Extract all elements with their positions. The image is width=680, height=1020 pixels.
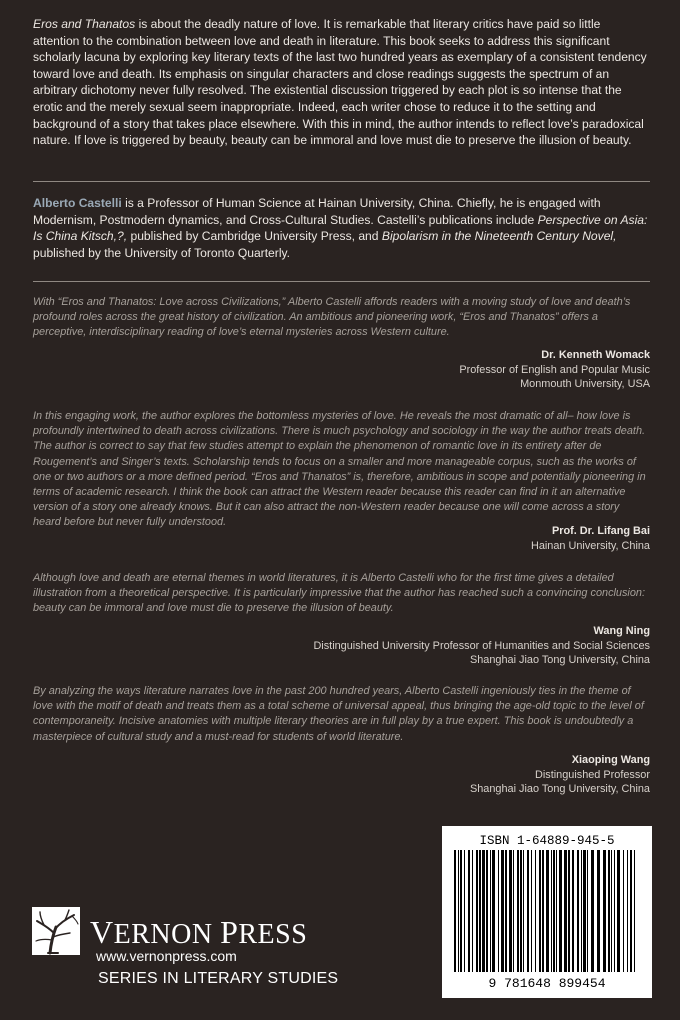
series-title: SERIES IN LITERARY STUDIES	[98, 970, 339, 987]
reviewer-affiliation: Hainan University, China	[530, 539, 650, 552]
review-quote: With “Eros and Thanatos: Love across Civilizations,” Alberto Castelli affords readers with a moving study of love and death’s profound roles across the great history of civilization. An ambitious and pioneering work, “Eros and Thanatos” offers a perceptive, interdisciplinary reading of love’s eternal mysteries across Western culture.	[33, 296, 631, 339]
isbn-barcode	[442, 826, 652, 998]
author-name: Alberto Castelli	[33, 196, 122, 210]
reviewer-name: Dr. Kenneth Womack	[541, 349, 650, 361]
reviewer-title: Professor of English and Popular Music	[459, 363, 650, 376]
reviewer-affiliation: Monmouth University, USA	[520, 378, 650, 391]
author-book-title: Bipolarism in the Nineteenth Century Novel,	[381, 229, 617, 244]
publisher-name	[90, 914, 307, 951]
publisher-name-part: P	[220, 914, 239, 950]
author-bio	[33, 195, 650, 261]
synopsis	[33, 16, 650, 149]
author-bio-text: is a Professor of Human Science at Hainan University, China. Chiefly, he is engaged with Modernism, Postmodern dynamics, and Cross-Cultural Studies. Castelli’s publications include	[33, 196, 601, 227]
reviewer-affiliation: Shanghai Jiao Tong University, China	[469, 783, 650, 796]
review-quote: In this engaging work, the author explores the bottomless mysteries of love. He reveals the most dramatic of all– how love is profoundly intertwined to death across civilizations. There is much psychology and sociology in the way the author treats death. The author is correct to say that few studies attempt to explain the phenomenon of romantic love in its entirety after de Rougement’s and Singer’s texts. Scholarship tends to focus on a smaller and more manageable corpus, such as the works of one or two authors or a more defined period. “Eros and Thanatos” is, therefore, ambitious in scope and potentially pioneering in terms of academic research. I think the book can attract the Western reader because this reader can find in it an alternative version of a story one already knows. But it can also attract the non-Western reader because one will come across a story heard before but never fully understood.	[33, 410, 646, 529]
reviewer-name: Xiaoping Wang	[571, 754, 650, 766]
reviewer	[313, 624, 650, 668]
publisher-name-part: ERNON	[113, 919, 221, 950]
reviewer-name: Wang Ning	[593, 625, 650, 637]
synopsis-title: Eros and Thanatos	[33, 17, 136, 31]
reviewer-title: Distinguished Professor	[534, 768, 650, 781]
reviewer	[470, 753, 650, 797]
barcode-digits: 9 781648 899454	[488, 976, 606, 991]
synopsis-text: is about the deadly nature of love. It is remarkable that literary critics have paid so little attention to the combination between love and death in literature. This book seeks to address this significant scholarly lacuna by exploring key literary texts of the last two hundred years as exemplary of a consistent tendency toward love and death. Its emphasis on singular characters and close readings suggests the spectrum of an arbitrary dichotomy never fully resolved. The existential discussion triggered by each plot is so intense that the erotic and the merely sexual seem inappropriate. Indeed, each writer chose to reduce it to the setting and background of a story that takes place elsewhere. With this in mind, the author intends to reflect love’s paradoxical nature. If love is triggered by beauty, beauty can be immoral and love must die to preserve the illusion of beauty.	[33, 17, 647, 148]
review-quote: Although love and death are eternal themes in world literatures, it is Alberto Castelli who for the first time gives a detailed illustration from a theoretical perspective. It is particularly impressive that the author has reached such a convincing conclusion: beauty can be immoral and love must die to preserve the illusion of beauty.	[33, 572, 645, 615]
author-book-title: Perspective on Asia: Is China Kitsch,?,	[33, 212, 648, 244]
reviewer-name: Prof. Dr. Lifang Bai	[551, 525, 650, 537]
barcode-bars-icon	[450, 850, 644, 974]
reviewer-affiliation: Shanghai Jiao Tong University, China	[469, 654, 650, 667]
author-bio-text: published by the University of Toronto Quarterly.	[33, 245, 291, 260]
isbn-label: ISBN 1-64889-945-5	[479, 834, 615, 848]
author-bio-text: published by Cambridge University Press, and	[127, 229, 382, 244]
publisher-url[interactable]: www.vernonpress.com	[96, 948, 237, 964]
tree-branch-icon	[32, 907, 80, 955]
reviewer	[459, 348, 650, 392]
divider	[33, 181, 650, 182]
reviewer	[531, 524, 650, 553]
publisher-name-part: RESS	[238, 919, 308, 950]
reviewer-title: Distinguished University Professor of Humanities and Social Sciences	[313, 639, 650, 652]
review-quote: By analyzing the ways literature narrates love in the past 200 hundred years, Alberto Castelli ingeniously ties in the theme of love with the motif of death and treats them as a total scheme of universal appeal, thus bringing the age-old topic to the level of contemporaneity. Incisive anatomies with multiple literary theories are in full play by a true expert. This book is undoubtedly a masterpiece of cultural study and a must-read for students of world literature.	[33, 685, 644, 743]
divider	[33, 281, 650, 282]
publisher-name-part: V	[90, 914, 114, 950]
